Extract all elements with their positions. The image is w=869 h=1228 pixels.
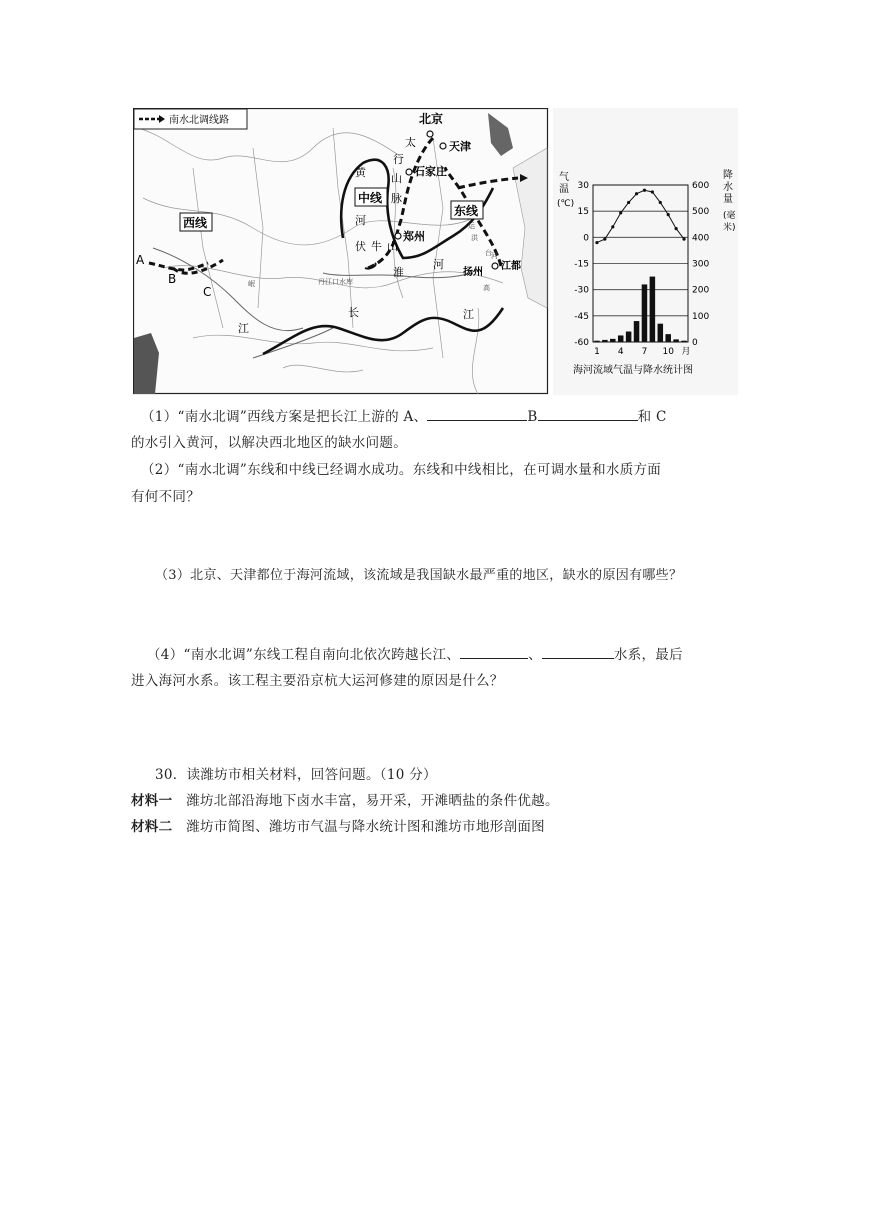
precip-bar: [626, 332, 632, 342]
x-tick-label: 1: [594, 347, 600, 357]
temperature-point: [611, 225, 614, 228]
temperature-point: [635, 192, 638, 195]
label-hong: 洪: [471, 234, 478, 242]
material-2: [131, 814, 741, 840]
point-b: B: [168, 272, 177, 286]
question-1: [131, 404, 741, 430]
right-tick-label: 300: [692, 259, 710, 270]
precip-bar: [634, 321, 640, 342]
chart-caption: 海河流域气温与降水统计图: [573, 365, 693, 376]
climate-chart: [553, 108, 738, 395]
label-gao: 高: [483, 284, 490, 292]
city-shijiazhuang: 石家庄: [414, 165, 447, 178]
material-1: [131, 788, 741, 814]
material-2-text: 潍坊市简图、潍坊市气温与降水统计图和潍坊市地形剖面图: [186, 819, 545, 835]
left-tick-label: -30: [574, 285, 589, 296]
temperature-point: [603, 237, 606, 240]
point-a: A: [136, 253, 145, 267]
label-he: 河: [355, 214, 366, 227]
city-zhengzhou: 郑州: [403, 230, 425, 243]
right-axis-label-5: 米): [723, 223, 736, 233]
right-axis-label-1: 降: [723, 170, 733, 181]
temperature-point: [682, 237, 685, 240]
label-tai: 太: [405, 136, 416, 149]
q1-b: B: [527, 409, 538, 425]
question-4: [131, 642, 747, 668]
q4-text-1: （4）“南水北调”东线工程自南向北依次跨越长江、: [147, 647, 461, 663]
x-tick-label: 7: [641, 347, 648, 357]
city-beijing: 北京: [419, 112, 444, 126]
question-30: 30．读潍坊市相关材料，回答问题。（10 分）: [155, 767, 437, 783]
label-tai2: 台: [485, 249, 492, 257]
west-route-label: 西线: [183, 216, 208, 230]
temperature-point: [667, 213, 670, 216]
label-mai: 脉: [391, 192, 402, 205]
material-1-label: 材料一: [131, 793, 173, 809]
left-tick-label: 15: [577, 207, 589, 218]
temperature-point: [643, 189, 646, 192]
label-he3: 河: [491, 252, 498, 260]
temperature-point: [659, 201, 662, 204]
x-tick-label: 10: [662, 347, 674, 357]
x-tick-unit: 月: [681, 347, 691, 357]
label-jiang2: 江: [238, 322, 249, 335]
q1-blank-2[interactable]: [538, 406, 638, 421]
q2-line-1: （2）“南水北调”东线和中线已经调水成功。东线和中线相比，在可调水量和水质方面: [141, 462, 662, 478]
label-niu: 牛: [371, 240, 382, 253]
right-tick-label: 500: [692, 207, 710, 218]
label-he2: 河: [433, 258, 444, 271]
left-tick-label: 30: [577, 181, 589, 191]
left-tick-label: 0: [583, 233, 589, 244]
temperature-point: [619, 211, 622, 214]
right-tick-label: 400: [692, 233, 710, 244]
label-danjiangkou: 丹江口水库: [318, 278, 353, 286]
q1-blank-1[interactable]: [427, 406, 527, 421]
middle-route-label: 中线: [358, 191, 383, 205]
material-1-text: 潍坊北部沿海地下卤水丰富，易开采，开滩晒盐的条件优越。: [186, 793, 559, 809]
precip-bar: [658, 324, 664, 342]
label-jiang: 江: [463, 308, 474, 321]
x-tick-label: 4: [617, 347, 624, 357]
city-tianjin: 天津: [449, 140, 471, 153]
q4-blank-1[interactable]: [460, 644, 528, 659]
precip-bar: [650, 277, 656, 342]
q3-text: （3）北京、天津都位于海河流域，该流域是我国缺水最严重的地区，缺水的原因有哪些？: [155, 568, 683, 583]
legend-label: 南水北调线路: [169, 115, 229, 126]
q4-text-2: 水系，最后: [613, 647, 683, 663]
right-tick-label: 600: [692, 181, 710, 191]
right-axis-label-3: 量: [723, 194, 733, 205]
q4-blank-2[interactable]: [542, 644, 614, 659]
label-shan: 山: [391, 172, 402, 185]
east-route-label: 东线: [454, 204, 479, 218]
precip-bar: [642, 284, 648, 342]
left-tick-label: -45: [574, 311, 589, 322]
left-axis-label-1: 气: [559, 172, 569, 183]
precip-bar: [665, 334, 671, 342]
city-yangzhou: 扬州: [463, 267, 483, 278]
temperature-point: [595, 241, 598, 244]
label-shan2: 山: [387, 240, 398, 253]
material-2-label: 材料二: [131, 819, 173, 835]
q4-line-2: 进入海河水系。该工程主要沿京杭大运河修建的原因是什么？: [131, 673, 504, 689]
south-north-water-transfer-map: [133, 108, 549, 395]
temperature-point: [675, 227, 678, 230]
left-axis-label-2: 温: [559, 184, 569, 195]
q1-text-2: 和 C: [637, 409, 667, 425]
right-axis-label-4: (毫: [723, 211, 736, 221]
q1-line-2: 的水引入黄河，以解决西北地区的缺水问题。: [131, 435, 407, 451]
right-axis-label-2: 水: [723, 182, 733, 193]
left-tick-label: -60: [574, 338, 589, 348]
point-c: C: [203, 285, 212, 299]
right-tick-label: 0: [692, 338, 698, 348]
right-tick-label: 200: [692, 285, 710, 296]
temperature-point: [651, 190, 654, 193]
city-jiangdu: 江都: [501, 261, 521, 272]
label-min: 岷: [248, 280, 255, 288]
precip-bar: [618, 335, 624, 342]
label-huang: 黄: [355, 166, 366, 179]
left-tick-label: -15: [574, 259, 589, 270]
label-huai: 淮: [393, 266, 404, 279]
right-tick-label: 100: [692, 311, 710, 322]
temperature-point: [627, 201, 630, 204]
label-fu: 伏: [355, 240, 366, 253]
label-chang: 长: [348, 306, 359, 319]
q4-sep: 、: [528, 647, 542, 663]
left-axis-label-3: (℃): [557, 199, 575, 209]
label-yun: 运: [468, 222, 475, 230]
q1-text-1: （1）“南水北调”西线方案是把长江上游的 A、: [141, 409, 428, 425]
label-hang: 行: [393, 153, 404, 166]
q2-line-2: 有何不同？: [131, 489, 200, 505]
